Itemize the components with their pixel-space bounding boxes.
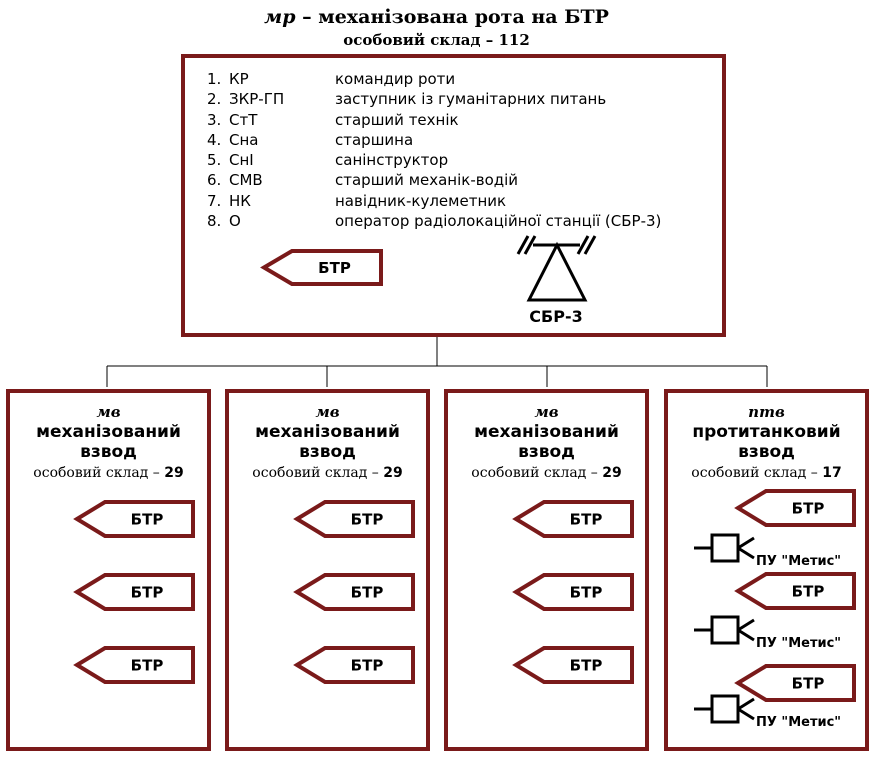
roster-desc: заступник із гуманітарних питань [335, 90, 607, 109]
btr-label: БТР [569, 510, 603, 529]
btr-symbol [738, 491, 854, 525]
roster-desc: старшина [335, 130, 414, 149]
unit-staff: особовий склад – 29 [33, 465, 184, 481]
btr-symbol [297, 648, 413, 682]
btr-symbol [77, 502, 193, 536]
unit-name: протитанковий взвод [692, 422, 841, 462]
company-abbr: мр [264, 6, 296, 28]
roster-num: 7. [207, 191, 222, 210]
roster-code: ЗКР-ГП [229, 90, 285, 109]
btr-symbol [516, 502, 632, 536]
btr-symbol [297, 502, 413, 536]
roster-desc: командир роти [335, 70, 456, 88]
unit-name: механізований взвод [36, 422, 181, 462]
launcher-label: ПУ "Метис" [756, 636, 842, 651]
btr-symbol [77, 575, 193, 609]
roster-desc: оператор радіолокаційної станції (СБР-3) [335, 212, 662, 231]
btr-symbol [516, 575, 632, 609]
btr-label: БТР [350, 510, 384, 529]
roster-code: НК [229, 191, 251, 210]
btr-symbol [738, 574, 854, 608]
radar-symbol [518, 236, 595, 326]
unit-staff: особовий склад – 29 [471, 465, 622, 481]
btr-label: БТР [791, 499, 825, 518]
radar-label: СБР-3 [529, 307, 583, 326]
roster-desc: санінструктор [335, 151, 449, 170]
roster-num: 1. [207, 70, 222, 88]
btr-label: БТР [318, 259, 351, 277]
roster-desc: навідник-кулеметник [335, 191, 507, 210]
roster-code: СтТ [229, 110, 258, 129]
unit-abbr: мв [534, 403, 559, 421]
roster-num: 2. [207, 90, 222, 109]
btr-label: БТР [791, 674, 825, 693]
btr-label: БТР [130, 510, 164, 529]
btr-symbol [264, 251, 381, 284]
roster-desc: старший механік-водій [335, 171, 519, 190]
roster-code: Сна [229, 130, 259, 149]
company-title: – механізована рота на БТР [295, 6, 609, 28]
btr-label: БТР [130, 656, 164, 675]
btr-label: БТР [130, 583, 164, 602]
roster-code: СнІ [229, 151, 254, 170]
launcher-symbol [694, 535, 841, 569]
btr-label: БТР [569, 583, 603, 602]
btr-label: БТР [350, 583, 384, 602]
roster-num: 3. [207, 110, 222, 129]
roster-desc: старший технік [335, 110, 459, 129]
roster-code: О [229, 212, 241, 231]
launcher-symbol [694, 617, 841, 651]
btr-symbol [297, 575, 413, 609]
btr-symbol [738, 666, 854, 700]
roster-num: 6. [207, 171, 222, 190]
roster-num: 5. [207, 151, 222, 170]
btr-symbol [516, 648, 632, 682]
unit-staff: особовий склад – 29 [252, 465, 403, 481]
unit-name: механізований взвод [255, 422, 400, 462]
unit-abbr: мв [315, 403, 340, 421]
unit-abbr: мв [96, 403, 121, 421]
launcher-label: ПУ "Метис" [756, 715, 842, 730]
roster-code: СМВ [229, 171, 263, 190]
company-staff: особовий склад – 112 [343, 31, 530, 49]
roster-num: 8. [207, 212, 222, 231]
roster-code: КР [229, 70, 249, 88]
unit-abbr: птв [748, 403, 785, 421]
unit-staff: особовий склад – 17 [691, 465, 842, 481]
btr-label: БТР [350, 656, 384, 675]
btr-label: БТР [569, 656, 603, 675]
btr-symbol [77, 648, 193, 682]
unit-name: механізований взвод [474, 422, 619, 462]
roster-num: 4. [207, 130, 222, 149]
launcher-label: ПУ "Метис" [756, 554, 842, 569]
btr-label: БТР [791, 582, 825, 601]
